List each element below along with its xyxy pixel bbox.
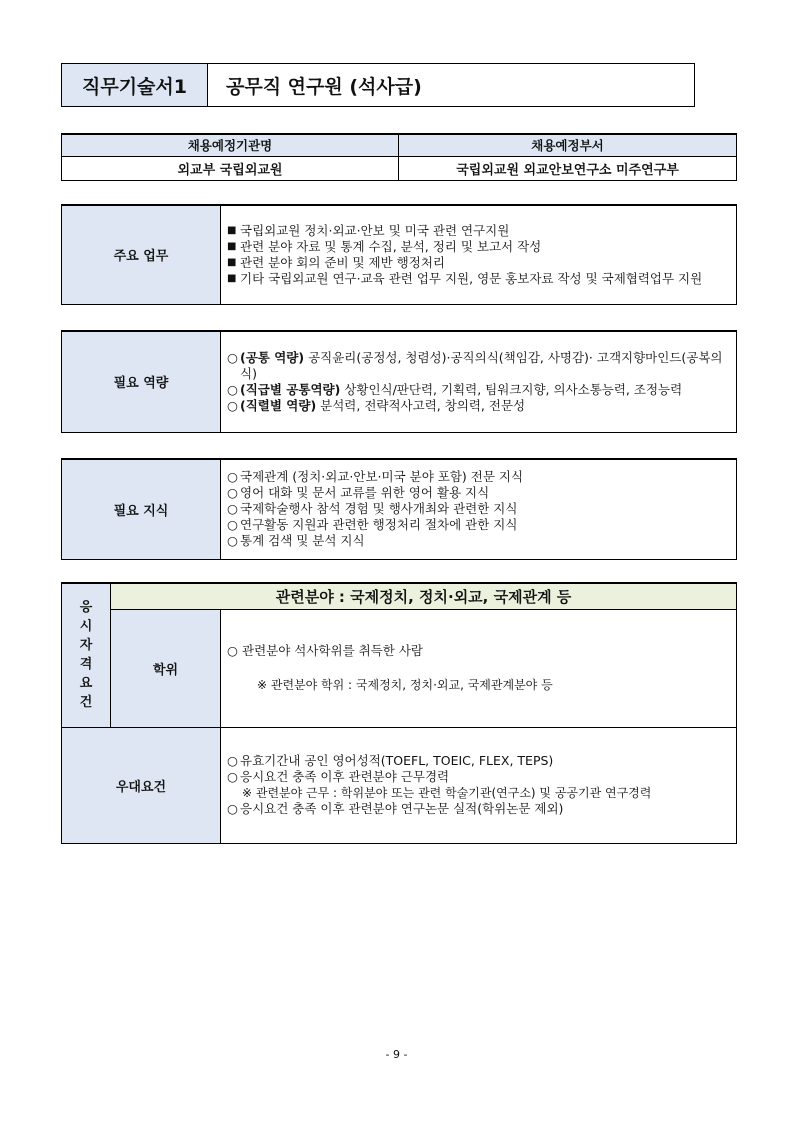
duties-list <box>227 223 730 287</box>
knowledge-list <box>227 469 730 549</box>
square-bullet-icon: ■ <box>227 240 237 252</box>
list-item: ※ 관련분야 근무 : 학위분야 또는 관련 학술기관(연구소) 및 공공기관 연구경력 <box>242 786 652 800</box>
org-header: 채용예정기관명 <box>62 134 399 156</box>
circle-bullet-icon: ○ <box>227 469 238 485</box>
list-item: ○ 응시요건 충족 이후 관련분야 연구논문 실적(학위논문 제외) <box>227 801 564 816</box>
list-item: ■ 관련 분야 자료 및 통계 수집, 분석, 정리 및 보고서 작성 <box>227 238 542 254</box>
circle-bullet-icon: ○ <box>227 517 238 533</box>
competency-list <box>227 350 730 414</box>
document-title <box>61 63 695 107</box>
competency-content <box>221 331 737 432</box>
list-item: ○ 유효기간내 공인 영어성적(TOEFL, TOEIC, FLEX, TEPS) <box>227 753 554 768</box>
circle-bullet-icon: ○ <box>227 643 238 658</box>
preference-label: 우대요건 <box>62 727 221 843</box>
agency-table <box>61 133 737 181</box>
page-number: - 9 - <box>385 1048 408 1061</box>
degree-label: 학위 <box>111 609 221 727</box>
list-item: ○ (직렬별 역량) 분석력, 전략적사고력, 창의력, 전문성 <box>227 397 526 413</box>
circle-bullet-icon: ○ <box>227 753 238 768</box>
list-item: ○ 국제학술행사 참석 경험 및 행사개최와 관련한 지식 <box>227 501 518 517</box>
list-item: ■ 관련 분야 회의 준비 및 제반 행정처리 <box>227 254 445 270</box>
knowledge-label: 필요 지식 <box>62 459 221 559</box>
knowledge-content <box>221 459 737 559</box>
dept-value: 국립외교원 외교안보연구소 미주연구부 <box>399 156 737 180</box>
circle-bullet-icon: ○ <box>227 485 238 501</box>
circle-bullet-icon: ○ <box>227 533 238 549</box>
list-item: ○ 연구활동 지원과 관련한 행정처리 절차에 관한 지식 <box>227 517 518 533</box>
circle-bullet-icon: ○ <box>227 501 238 517</box>
degree-item: ○ 관련분야 석사학위를 취득한 사람 <box>227 643 423 658</box>
dept-header: 채용예정부서 <box>399 134 737 156</box>
list-item: ○ 응시요건 충족 이후 관련분야 근무경력 <box>227 769 450 784</box>
degree-content <box>221 609 737 727</box>
circle-bullet-icon: ○ <box>227 769 238 784</box>
duties-label: 주요 업무 <box>62 205 221 304</box>
list-item: ○ 통계 검색 및 분석 지식 <box>227 533 365 549</box>
circle-bullet-icon: ○ <box>227 801 238 816</box>
list-item: ■ 기타 국립외교원 연구·교육 관련 업무 지원, 영문 홍보자료 작성 및 국제협력업무 지원 <box>227 270 703 286</box>
list-item: ○ 국제관계 (정치·외교·안보·미국 분야 포함) 전문 지식 <box>227 469 524 485</box>
related-field: 관련분야 : 국제정치, 정치·외교, 국제관계 등 <box>111 583 737 609</box>
qualification-table <box>61 582 737 844</box>
square-bullet-icon: ■ <box>227 272 237 284</box>
list-item: ○ 영어 대화 및 문서 교류를 위한 영어 활용 지식 <box>227 485 490 501</box>
duties-content <box>221 205 737 304</box>
list-item: ○ (공통 역량) 공직윤리(공정성, 청렴성)·공직의식(책임감, 사명감)· 고객지향마인드(공복의식) <box>227 349 723 381</box>
title-code: 직무기술서1 <box>62 64 208 106</box>
square-bullet-icon: ■ <box>227 256 237 268</box>
degree-note: ※ 관련분야 학위 : 국제정치, 정치·외교, 국제관계분야 등 <box>257 678 553 692</box>
qualification-vertical-label: 응 시 자 격 요 건 <box>62 583 111 727</box>
title-text: 공무직 연구원 (석사급) <box>226 75 422 98</box>
square-bullet-icon: ■ <box>227 224 237 236</box>
competency-label: 필요 역량 <box>62 331 221 432</box>
circle-bullet-icon: ○ <box>227 397 238 413</box>
org-value: 외교부 국립외교원 <box>62 156 399 180</box>
list-item: ○ (직급별 공통역량) 상황인식/판단력, 기획력, 팀워크지향, 의사소통능력, 조정능력 <box>227 381 683 397</box>
circle-bullet-icon: ○ <box>227 381 238 397</box>
preference-content <box>221 727 737 843</box>
circle-bullet-icon: ○ <box>227 349 238 365</box>
duties-table <box>61 204 737 305</box>
knowledge-table <box>61 458 737 560</box>
competency-table <box>61 330 737 433</box>
list-item: ■ 국립외교원 정치·외교·안보 및 미국 관련 연구지원 <box>227 222 510 238</box>
preference-list <box>227 753 730 817</box>
